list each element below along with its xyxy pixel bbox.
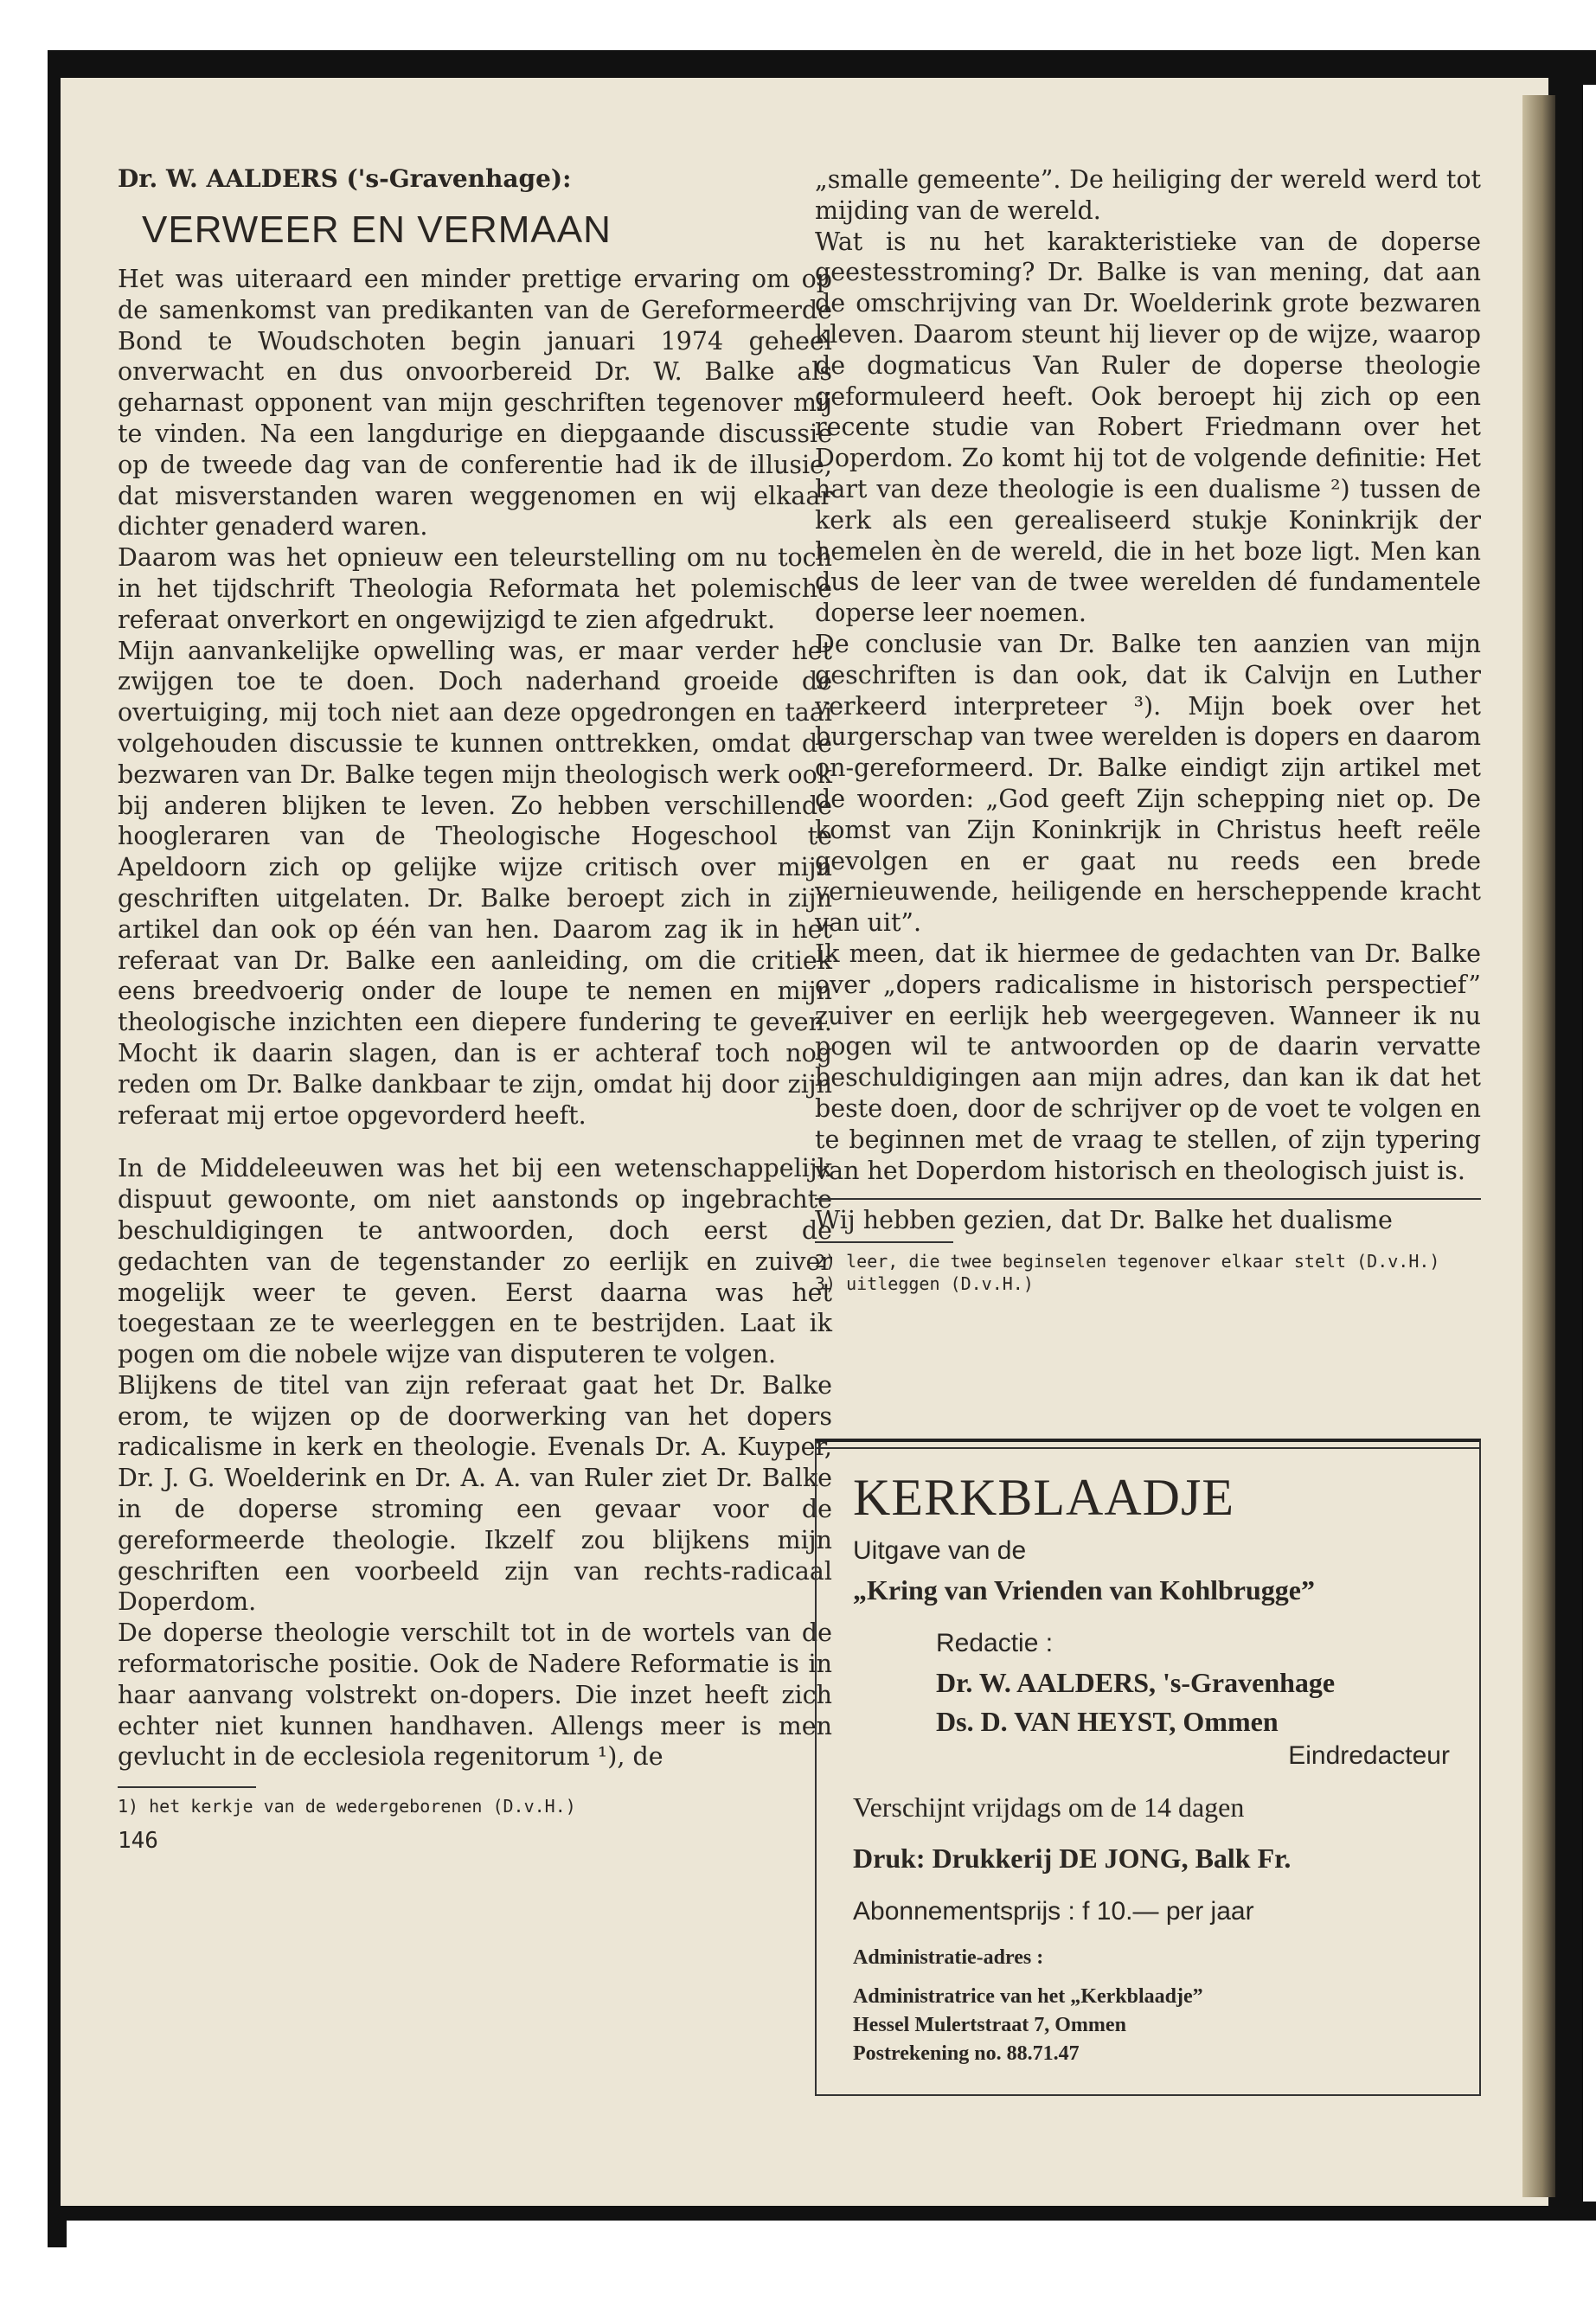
footnote: 3) uitleggen (D.v.H.) <box>815 1273 1034 1295</box>
footnote: 1) het kerkje van de wedergeborenen (D.v.H.) <box>118 1796 576 1817</box>
right-column <box>815 164 1481 1295</box>
admin-line: Postrekening no. 88.71.47 <box>853 2042 1080 2065</box>
left-column <box>118 164 832 1854</box>
author-line: Dr. W. AALDERS ('s-Gravenhage): <box>118 164 572 193</box>
paragraph: Blijkens de titel van zijn referaat gaat het Dr. Balke erom, te wijzen op de doorwerking van het dopers radicalisme in kerk en theologie. Evenals Dr. A. Kuyper, Dr. J. G. Woelderink en Dr. A. A. van Ruler ziet Dr. Balke in de doperse stroming een gevaar voor de gereformeerde theologie. Ikzelf zou blijkens mijn geschriften een voorbeeld zijn van rechts-radicaal Doperdom. <box>118 1370 832 1617</box>
box-double-rule <box>817 1447 1479 1449</box>
footnote-divider <box>118 1786 256 1788</box>
paragraph: Wat is nu het karakteristieke van de doperse geestesstroming? Dr. Balke is van mening, dat aan de omschrijving van Dr. Woelderink grote bezwaren kleven. Daarom steunt hij liever op de wijze, waarop de dogmaticus Van Ruler de doperse theologie geformuleerd heeft. Ook beroept hij zich op een recente studie van Robert Friedmann over het Doperdom. Zo komt hij tot de volgende definitie: Het hart van deze theologie is een dualisme ²) tussen de kerk als een gerealiseerd stukje Koninkrijk der hemelen èn de wereld, die in het boze ligt. Men kan dus de leer van de twee werelden dé fundamentele doperse leer noemen. <box>815 227 1481 628</box>
paragraph: Mijn aanvankelijke opwelling was, er maar verder het zwijgen toe te doen. Doch naderhand groeide de overtuiging, mij toch niet aan deze opgedrongen en taai volgehouden discussie te kunnen onttrekken, omdat de bezwaren van Dr. Balke tegen mijn theologisch werk ook bij anderen blijken te leven. Zo hebben verschillende hoogleraren van de Theologische Hogeschool te Apeldoorn zich op gelijke wijze critisch over mijn geschriften uitgelaten. Dr. Balke beroept zich in zijn artikel dan ook op één van hen. Daarom zag ik in het referaat van Dr. Balke een aanleiding, om die critiek eens breedvoerig onder de loupe te nemen en mijn theologische inzichten een diepere fundering te geven. Mocht ik daarin slagen, dan is er achteraf toch nog reden om Dr. Balke dankbaar te zijn, omdat hij door zijn referaat mij ertoe opgevorderd heeft. <box>118 636 832 1130</box>
section-divider <box>815 1198 1481 1200</box>
editor-1: Dr. W. AALDERS, 's-Gravenhage <box>936 1667 1336 1698</box>
colophon-kring: „Kring van Vrienden van Kohlbrugge” <box>853 1574 1315 1606</box>
editor-2-role: Eindredacteur <box>1288 1741 1450 1770</box>
page-edge-shadow <box>1522 95 1555 2197</box>
admin-line: Hessel Mulertstraat 7, Ommen <box>853 2014 1126 2036</box>
colophon-box <box>815 1439 1481 2096</box>
document-page <box>61 78 1548 2206</box>
paragraph: „smalle gemeente”. De heiliging der wereld werd tot mijding van de wereld. <box>815 165 1481 225</box>
colophon-title: KERKBLAADJE <box>853 1469 1234 1526</box>
paragraph: Wij hebben gezien, dat Dr. Balke het dualisme <box>815 1206 1393 1235</box>
paragraph: Ik meen, dat ik hiermee de gedachten van Dr. Balke over „dopers radicalisme in historisch perspectief” zuiver en eerlijk heb weergegeven. Wanneer ik nu pogen wil te antwoorden op de daarin vervatte beschuldigingen aan mijn adres, dan kan ik dat het beste doen, door de schrijver op de voet te volgen en te beginnen met de vraag te stellen, of zijn typering van het Doperdom historisch en theologisch juist is. <box>815 939 1481 1185</box>
paragraph: De conclusie van Dr. Balke ten aanzien van mijn geschriften is dan ook, dat ik Calvijn en Luther verkeerd interpreteer ³). Mijn boek over het burgerschap van twee werelden is dopers en daarom on-gereformeerd. Dr. Balke eindigt zijn artikel met de woorden: „God geeft Zijn schepping niet op. De komst van Zijn Koninkrijk in Christus heeft reële gevolgen en er gaat nu reeds een brede vernieuwende, heiligende en herscheppende kracht van uit”. <box>815 629 1481 938</box>
paragraph: De doperse theologie verschilt tot in de wortels van de reformatorische positie. Ook de Nadere Reformatie is in haar aanvang volstrekt on-dopers. Die inzet heeft zich echter niet kunnen handhaven. Allengs meer is men gevlucht in de ecclesiola regenitorum ¹), de <box>118 1618 832 1772</box>
paragraph: Daarom was het opnieuw een teleurstelling om nu toch in het tijdschrift Theologia Reformata het polemische referaat onverkort en ongewijzigd te zien afgedrukt. <box>118 543 832 634</box>
admin-line: Administratrice van het „Kerkblaadje” <box>853 1985 1203 2008</box>
paragraph: Het was uiteraard een minder prettige ervaring om op de samenkomst van predikanten van de Gereformeerde Bond te Woudschoten begin januari 1974 geheel onverwacht en dus onvoorbereid Dr. W. Balke als geharnast opponent van mijn geschriften tegenover mij te vinden. Na een langdurige en diepgaande discussie op de tweede dag van de conferentie had ik de illusie, dat misverstanden waren weggenomen en wij elkaar dichter genaderd waren. <box>118 265 832 542</box>
publication-schedule: Verschijnt vrijdags om de 14 dagen <box>853 1791 1245 1823</box>
editor-2: Ds. D. VAN HEYST, Ommen <box>936 1706 1279 1737</box>
colophon-subtitle: Uitgave van de <box>853 1536 1027 1565</box>
redactie-label: Redactie : <box>936 1629 1054 1657</box>
footnote-divider <box>815 1241 953 1243</box>
printer-line: Druk: Drukkerij DE JONG, Balk Fr. <box>853 1843 1292 1874</box>
footnote: 2) leer, die twee beginselen tegenover elkaar stelt (D.v.H.) <box>815 1251 1440 1272</box>
subscription-price: Abonnementsprijs : f 10.— per jaar <box>853 1897 1254 1926</box>
article-title: VERWEER EN VERMAAN <box>142 208 612 251</box>
page-number: 146 <box>118 1828 158 1855</box>
paragraph: In de Middeleeuwen was het bij een wetenschappelijk dispuut gewoonte, om niet aanstonds op ingebrachte beschuldigingen te antwoorden, doch eerst de gedachten van de tegenstander zo eerlijk en zuiver mogelijk weer te geven. Eerst daarna was het toegestaan ze te weerleggen en te bestrijden. Laat ik pogen om die nobele wijze van disputeren te volgen. <box>118 1154 832 1369</box>
admin-label: Administratie-adres : <box>853 1946 1044 1969</box>
